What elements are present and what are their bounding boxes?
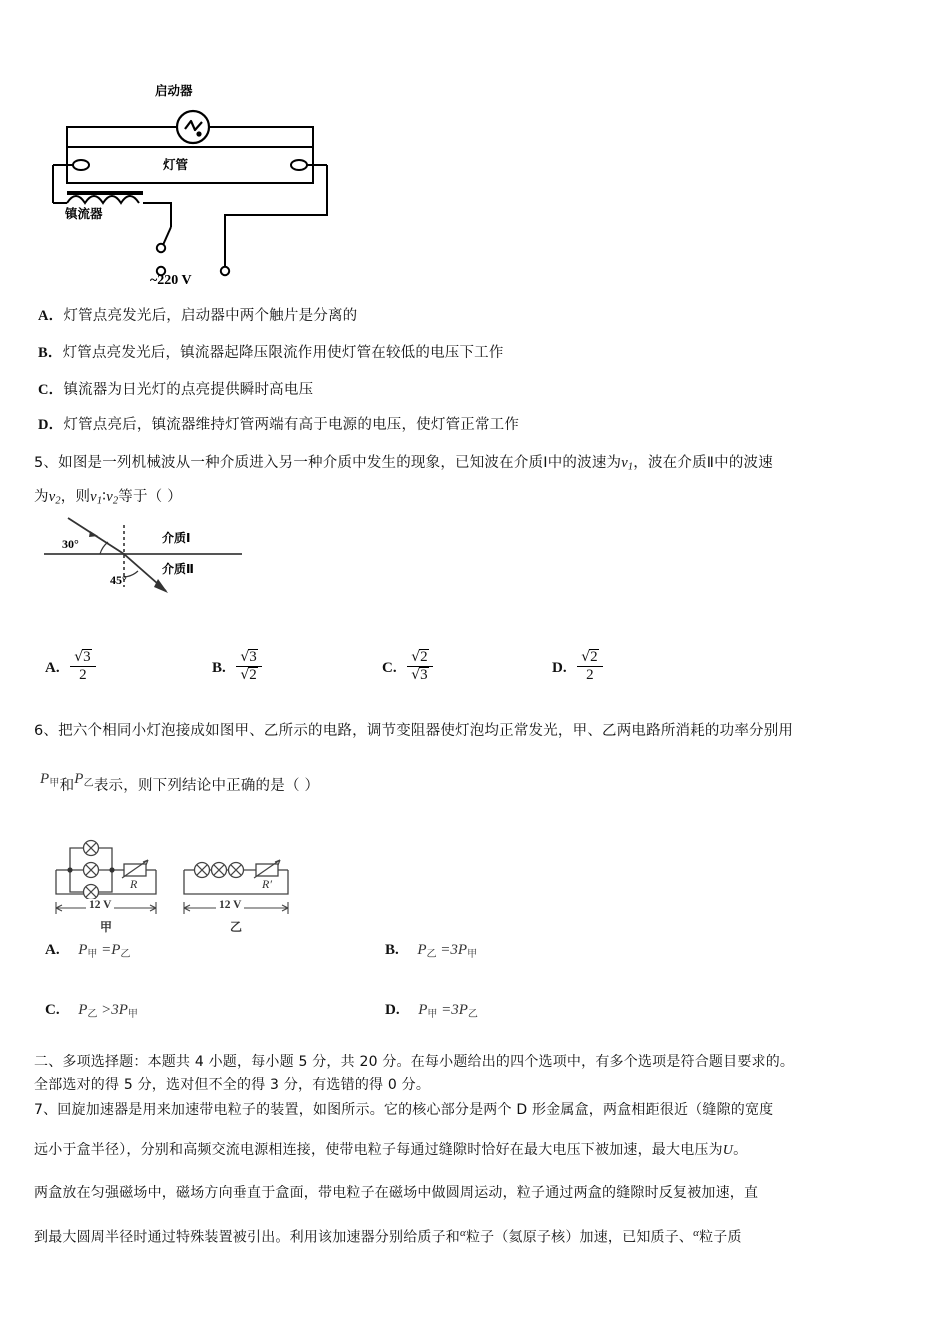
- q6-power-jia-symbol: $P_甲$: [40, 771, 60, 789]
- q6-power-yi-symbol: $P_乙$: [74, 771, 94, 789]
- q5-stem-line1-c: ，波在介质: [633, 455, 707, 471]
- ballast-coil-icon: [67, 196, 139, 203]
- q5-ratio-v2-subscript: 2: [112, 495, 119, 507]
- q5-option-d-fraction: [577, 649, 602, 685]
- q5-ratio-v1: v: [90, 489, 97, 505]
- circuit-left-caption: 甲: [100, 920, 113, 934]
- wave-refraction-diagram: [42, 515, 257, 600]
- q6-option-b-formula: $P_乙 =3P_甲$: [417, 942, 478, 960]
- q7-max-voltage-symbol: U: [722, 1143, 734, 1158]
- q7-alpha-symbol-1: α: [460, 1227, 466, 1239]
- q4-option-b-text: 灯管点亮发光后，镇流器起降压限流作用使灯管在较低的电压下工作: [62, 345, 504, 361]
- q7-stem-line4-a: 到最大圆周半径时通过特殊装置被引出。利用该加速器分别给质子和: [34, 1229, 460, 1246]
- q4-option-c: [38, 379, 313, 401]
- q6-option-b: [385, 942, 477, 960]
- fluorescent-lamp-diagram: [45, 85, 345, 280]
- q5-stem-line2: [34, 486, 182, 510]
- starter-dot-icon: [196, 131, 201, 136]
- voltage-right-label: 12 V: [216, 899, 244, 911]
- q6-stem-line1: 6、把六个相同小灯泡接成如图甲、乙所示的电路，调节变阻器使灯泡均正常发光，甲、乙两电路所消耗的功率分别用: [34, 723, 794, 739]
- q6-option-d-label: D.: [385, 1002, 400, 1018]
- q5-option-a-label: A.: [45, 659, 60, 676]
- q5-option-a-num-radicand: 3: [83, 649, 91, 665]
- q7-stem-line1: 7、回旋加速器是用来加速带电粒子的装置，如图所示。它的核心部分是两个 D 形金属盒，两盒相距很近（缝隙的宽度: [34, 1102, 774, 1118]
- q5-stem-line1-d: 中的波速: [714, 455, 773, 471]
- voltage-left-label: 12 V: [86, 899, 114, 911]
- q5-ratio-colon: ∶: [102, 489, 107, 505]
- q7-alpha-symbol-2: α: [693, 1227, 700, 1239]
- q5-stem-line2-b: ，则: [60, 489, 91, 505]
- junction-dot: [109, 867, 114, 872]
- q5-medium1-numeral: Ⅰ: [543, 455, 548, 471]
- ballast-label: 镇流器: [65, 206, 103, 221]
- junction-dot: [67, 867, 72, 872]
- medium1-label: 介质Ⅰ: [162, 531, 191, 545]
- q5-stem-line2-a: 为: [34, 489, 49, 505]
- q5-option-b-fraction: [236, 649, 261, 685]
- starter-label: 启动器: [155, 83, 193, 98]
- q5-option-a: [45, 650, 96, 686]
- incident-angle-label: 30°: [62, 537, 79, 551]
- q5-option-c-denominator: √3: [407, 666, 432, 684]
- power-source-label: ~220 V: [150, 273, 192, 288]
- q5-option-b-label: B.: [212, 659, 226, 676]
- q5-option-c-numerator: √2: [411, 649, 428, 665]
- q5-option-a-denominator: 2: [70, 666, 95, 684]
- refracted-angle-label: 45°: [110, 573, 127, 587]
- wave-refraction-figure: [42, 515, 257, 600]
- q7-stem-line4-c: 粒子质: [699, 1229, 742, 1246]
- section2-heading-line1: 二、多项选择题：本题共 4 小题，每小题 5 分，共 20 分。在每小题给出的四个选项中，有多个选项是符合题目要求的。: [34, 1054, 795, 1070]
- switch-blade: [163, 227, 171, 245]
- q5-option-a-fraction: [70, 649, 95, 685]
- incident-angle-arc: [100, 542, 108, 554]
- tube-electrode-left: [73, 160, 89, 170]
- q4-option-d-text: 灯管点亮后，镇流器维持灯管两端有高于电源的电压，使灯管正常工作: [63, 417, 520, 433]
- q5-option-c: [382, 650, 433, 686]
- q6-option-a: [45, 942, 130, 960]
- q4-option-d-label: D．: [38, 417, 64, 433]
- q5-ratio-v1-subscript: 1: [96, 495, 103, 507]
- q5-option-d: [552, 650, 603, 686]
- switch-terminal-upper: [157, 244, 165, 252]
- q4-option-b: [38, 342, 504, 364]
- ballast-core: [67, 191, 143, 195]
- q7-stem-line4-b: 粒子（氦原子核）加速，已知质子、: [465, 1229, 694, 1246]
- q5-option-a-numerator: √3: [74, 649, 91, 665]
- q6-stem-rest: 表示，则下列结论中正确的是（ ）: [93, 778, 320, 794]
- source-terminal-right: [221, 267, 229, 275]
- q7-stem-line4: [34, 1225, 742, 1249]
- incident-arrow-icon: [89, 531, 98, 537]
- q6-option-d-formula: $P_甲 =3P_乙$: [418, 1002, 478, 1020]
- q5-stem-line1-a: 5、如图是一列机械波从一种介质进入另一种介质中发生的现象，已知波在介质: [34, 455, 544, 471]
- q6-option-c-formula: $P_乙 >3P_甲$: [78, 1002, 138, 1020]
- circuit-right-caption: 乙: [230, 920, 243, 934]
- q6-stem-line2: [40, 771, 320, 799]
- q5-option-c-num-radicand: 2: [420, 649, 428, 665]
- q4-option-c-text: 镇流器为日光灯的点亮提供瞬时高电压: [63, 382, 314, 398]
- fluorescent-lamp-figure: [45, 83, 345, 288]
- q5-medium2-numeral: Ⅱ: [706, 455, 715, 471]
- lamp-tube-body: [67, 147, 313, 183]
- q5-option-d-label: D.: [552, 659, 567, 676]
- q5-v2-symbol: v: [48, 489, 56, 505]
- q4-option-d: [38, 414, 519, 436]
- q5-v2-subscript: 2: [55, 495, 61, 507]
- q4-option-a: [38, 305, 357, 327]
- q5-v1-subscript: 1: [627, 461, 634, 473]
- q5-option-c-den-radicand: 3: [420, 667, 428, 684]
- q5-option-d-numerator: √2: [581, 649, 598, 665]
- q5-option-b: [212, 650, 262, 686]
- q6-stem-and: 和: [59, 778, 75, 794]
- q4-option-a-text: 灯管点亮发光后，启动器中两个触片是分离的: [63, 308, 358, 324]
- section2-heading-line2: 全部选对的得 5 分，选对但不全的得 3 分，有选错的得 0 分。: [34, 1077, 431, 1093]
- q5-option-d-denominator: 2: [577, 666, 602, 684]
- q6-option-c: [45, 1002, 138, 1020]
- q5-stem-line1-b: 中的波速为: [547, 455, 622, 471]
- q6-option-a-formula: $P_甲 =P_乙$: [78, 942, 131, 960]
- q7-stem-line2-a: 远小于盒半径），分别和高频交流电源相连接，使带电粒子每通过缝隙时恰好在最大电压下被加速，最大电压为: [34, 1142, 723, 1158]
- q7-stem-line3: 两盒放在匀强磁场中，磁场方向垂直于盒面，带电粒子在磁场中做圆周运动，粒子通过两盒的缝隙时反复被加速，直: [34, 1185, 759, 1201]
- q6-option-b-label: B.: [385, 942, 399, 958]
- q5-option-b-num-radicand: 3: [249, 649, 257, 665]
- q5-stem-line2-c: 等于（ ）: [118, 489, 182, 505]
- q5-v1-symbol: v: [621, 455, 628, 471]
- q7-stem-line2-b: 。: [733, 1142, 748, 1158]
- q5-option-d-num-radicand: 2: [590, 649, 598, 665]
- q4-option-c-label: C．: [38, 382, 64, 398]
- q5-option-b-denominator: √2: [236, 666, 261, 684]
- q5-option-c-label: C.: [382, 659, 397, 676]
- tube-electrode-right: [291, 160, 307, 170]
- circuit-comparison-figure: [48, 822, 298, 934]
- q5-option-c-fraction: [407, 649, 432, 685]
- q4-option-b-label: B．: [38, 345, 63, 361]
- q5-ratio-v2: v: [106, 489, 113, 505]
- q6-option-a-label: A.: [45, 942, 60, 958]
- q7-stem-line2: [34, 1140, 747, 1162]
- q5-option-b-numerator: √3: [240, 649, 257, 665]
- q5-option-b-den-radicand: 2: [249, 667, 257, 684]
- rheostat-right-label: R′: [262, 877, 272, 891]
- q6-option-d: [385, 1002, 478, 1020]
- lamp-tube-label: 灯管: [163, 157, 189, 172]
- medium2-label: 介质Ⅱ: [162, 562, 194, 576]
- q5-stem-line1: [34, 452, 773, 476]
- q6-option-c-label: C.: [45, 1002, 60, 1018]
- rheostat-left-label: R: [130, 877, 138, 891]
- q4-option-a-label: A．: [38, 308, 64, 324]
